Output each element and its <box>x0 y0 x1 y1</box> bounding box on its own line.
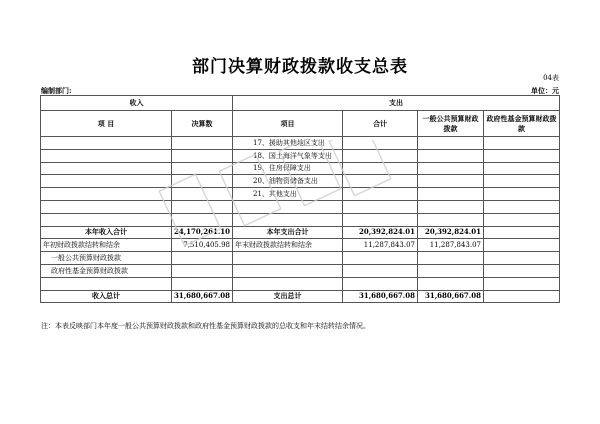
fund-budget-cell <box>484 137 560 150</box>
table-row <box>41 137 560 150</box>
fund-budget-cell <box>484 239 560 252</box>
fund-budget-cell <box>484 175 560 188</box>
income-amount-cell <box>172 264 233 277</box>
fund-budget-cell <box>484 149 560 162</box>
col-header-item: 项 目 <box>41 111 172 137</box>
table-column-header-row <box>41 111 560 137</box>
table-row <box>41 213 560 226</box>
expense-item-cell <box>233 213 343 226</box>
income-amount-cell <box>172 200 233 213</box>
fund-budget-cell <box>484 264 560 277</box>
income-amount-cell <box>172 175 233 188</box>
expense-item-cell: 支出总计 <box>233 290 343 303</box>
org-label: 编制部门: <box>41 86 72 95</box>
general-budget-cell <box>418 175 484 188</box>
col-header-general-budget: 一般公共预算财政拨款 <box>418 111 484 137</box>
expense-item-cell <box>233 252 343 265</box>
expense-total-cell <box>343 137 418 150</box>
fund-budget-cell <box>484 213 560 226</box>
table-row <box>41 290 560 303</box>
col-header-final-amount: 决算数 <box>172 111 233 137</box>
expense-header: 支出 <box>233 96 560 111</box>
expense-total-cell <box>343 264 418 277</box>
expense-item-cell: 19、住房保障支出 <box>233 162 343 175</box>
expense-total-cell: 11,287,843.07 <box>343 239 418 252</box>
col-header-total: 合计 <box>343 111 418 137</box>
table-row <box>41 149 560 162</box>
income-amount-cell <box>172 277 233 290</box>
unit-label: 单位：元 <box>531 86 559 95</box>
income-item-cell <box>41 162 172 175</box>
fund-budget-cell <box>484 200 560 213</box>
general-budget-cell <box>418 213 484 226</box>
expense-item-cell <box>233 264 343 277</box>
table-row <box>41 252 560 265</box>
expense-total-cell <box>343 277 418 290</box>
income-item-cell: 一般公共预算财政拨款 <box>41 252 172 265</box>
income-item-cell: 本年收入合计 <box>41 226 172 239</box>
general-budget-cell: 11,287,843.07 <box>418 239 484 252</box>
income-item-cell: 政府性基金预算财政拨款 <box>41 264 172 277</box>
expense-item-cell: 17、援助其他地区支出 <box>233 137 343 150</box>
income-item-cell <box>41 137 172 150</box>
page-title: 部门决算财政拨款收支总表 <box>192 57 408 77</box>
fund-budget-cell <box>484 188 560 201</box>
income-amount-cell <box>172 162 233 175</box>
general-budget-cell <box>418 162 484 175</box>
table-row <box>41 188 560 201</box>
income-item-cell <box>41 213 172 226</box>
footnote: 注：本表反映部门本年度一般公共预算财政拨款和政府性基金预算财政拨款的总收支和年末结转结余情况。 <box>41 322 370 330</box>
expense-total-cell <box>343 149 418 162</box>
general-budget-cell <box>418 277 484 290</box>
expense-item-cell: 21、其他支出 <box>233 188 343 201</box>
table-row <box>41 200 560 213</box>
expense-item-cell: 20、油物资储备支出 <box>233 175 343 188</box>
income-amount-cell <box>172 149 233 162</box>
table-row <box>41 226 560 239</box>
expense-total-cell <box>343 252 418 265</box>
table-row <box>41 162 560 175</box>
income-amount-cell <box>172 213 233 226</box>
col-header-fund-budget: 政府性基金预算财政拨款 <box>484 111 560 137</box>
fund-budget-cell <box>484 162 560 175</box>
income-item-cell <box>41 277 172 290</box>
table-row <box>41 264 560 277</box>
fund-budget-cell <box>484 226 560 239</box>
col-header-item2: 项目 <box>233 111 343 137</box>
income-amount-cell <box>172 188 233 201</box>
income-item-cell <box>41 188 172 201</box>
finance-table <box>40 95 560 303</box>
expense-item-cell <box>233 200 343 213</box>
expense-item-cell: 18、国土海洋气象等支出 <box>233 149 343 162</box>
table-row <box>41 175 560 188</box>
income-header: 收入 <box>41 96 233 111</box>
expense-item-cell: 本年支出合计 <box>233 226 343 239</box>
expense-total-cell <box>343 213 418 226</box>
table-row <box>41 277 560 290</box>
income-item-cell <box>41 200 172 213</box>
income-amount-cell: 31,680,667.08 <box>172 290 233 303</box>
income-item-cell: 收入总计 <box>41 290 172 303</box>
fund-budget-cell <box>484 290 560 303</box>
expense-item-cell: 年末财政拨款结转和结余 <box>233 239 343 252</box>
general-budget-cell <box>418 200 484 213</box>
income-amount-cell: 7,510,405.98 <box>172 239 233 252</box>
expense-total-cell <box>343 175 418 188</box>
income-item-cell <box>41 175 172 188</box>
income-item-cell <box>41 149 172 162</box>
expense-total-cell <box>343 188 418 201</box>
expense-total-cell: 20,392,824.01 <box>343 226 418 239</box>
fund-budget-cell <box>484 252 560 265</box>
fund-budget-cell <box>484 277 560 290</box>
expense-total-cell: 31,680,667.08 <box>343 290 418 303</box>
income-amount-cell <box>172 137 233 150</box>
general-budget-cell <box>418 149 484 162</box>
table-header-row <box>41 96 560 111</box>
expense-item-cell <box>233 277 343 290</box>
expense-total-cell <box>343 200 418 213</box>
table-row <box>41 239 560 252</box>
income-item-cell: 年初财政拨款结转和结余 <box>41 239 172 252</box>
general-budget-cell <box>418 137 484 150</box>
general-budget-cell <box>418 264 484 277</box>
general-budget-cell <box>418 188 484 201</box>
general-budget-cell: 31,680,667.08 <box>418 290 484 303</box>
expense-total-cell <box>343 162 418 175</box>
general-budget-cell <box>418 252 484 265</box>
general-budget-cell: 20,392,824.01 <box>418 226 484 239</box>
form-number: 04表 <box>543 74 559 82</box>
income-amount-cell: 24,170,261.10 <box>172 226 233 239</box>
income-amount-cell <box>172 252 233 265</box>
